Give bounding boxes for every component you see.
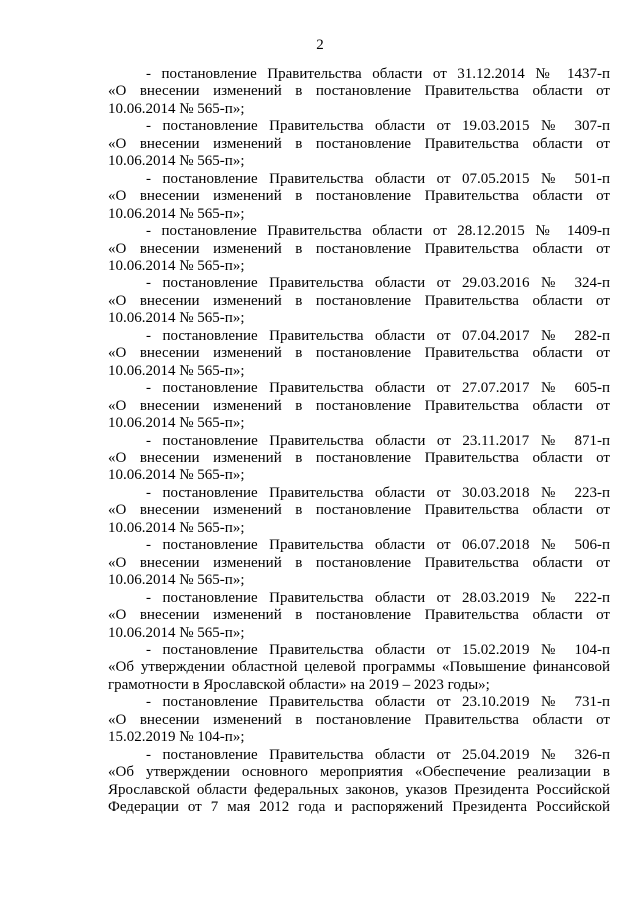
list-item (108, 537, 610, 589)
list-item (108, 223, 610, 275)
text-line: «Об утверждении областной целевой программы «Повышение финансовой (108, 659, 610, 676)
text-line: - постановление Правительства области от 30.03.2018 № 223-п (146, 484, 610, 501)
text-line: - постановление Правительства области от 23.10.2019 № 731-п (146, 694, 610, 711)
list-item (108, 118, 610, 170)
text-line: 10.06.2014 № 565-п»; (108, 310, 245, 327)
text-line: 10.06.2014 № 565-п»; (108, 257, 245, 274)
text-line: «О внесении изменений в постановление Правительства области от (108, 188, 610, 205)
text-line: «О внесении изменений в постановление Правительства области от (108, 554, 610, 571)
list-item (108, 380, 610, 432)
text-line: «О внесении изменений в постановление Правительства области от (108, 240, 610, 257)
text-line: 10.06.2014 № 565-п»; (108, 415, 245, 432)
text-line: «О внесении изменений в постановление Правительства области от (108, 83, 610, 100)
text-line: 10.06.2014 № 565-п»; (108, 519, 245, 536)
text-line: 10.06.2014 № 565-п»; (108, 624, 245, 641)
text-line: 10.06.2014 № 565-п»; (108, 100, 245, 117)
list-item (108, 642, 610, 694)
list-item (108, 328, 610, 380)
text-line: - постановление Правительства области от 19.03.2015 № 307-п (146, 118, 610, 135)
text-line: - постановление Правительства области от 27.07.2017 № 605-п (146, 380, 610, 397)
text-line: Федерации от 7 мая 2012 года и распоряжений Президента Российской (108, 799, 610, 816)
text-line: - постановление Правительства области от 29.03.2016 № 324-п (146, 275, 610, 292)
list-item (108, 171, 610, 223)
text-line: - постановление Правительства области от 15.02.2019 № 104-п (146, 641, 610, 658)
text-line: 10.06.2014 № 565-п»; (108, 572, 245, 589)
text-line: «Об утверждении основного мероприятия «Обеспечение реализации в (108, 764, 610, 781)
text-line: 15.02.2019 № 104-п»; (108, 729, 245, 746)
list-item (108, 433, 610, 485)
text-line: «О внесении изменений в постановление Правительства области от (108, 135, 610, 152)
text-line: 10.06.2014 № 565-п»; (108, 205, 245, 222)
text-line: «О внесении изменений в постановление Правительства области от (108, 449, 610, 466)
text-line: - постановление Правительства области от 28.12.2015 № 1409-п (146, 223, 610, 240)
text-line: - постановление Правительства области от 23.11.2017 № 871-п (146, 432, 610, 449)
text-line: «О внесении изменений в постановление Правительства области от (108, 711, 610, 728)
text-line: «О внесении изменений в постановление Правительства области от (108, 397, 610, 414)
text-line: - постановление Правительства области от 31.12.2014 № 1437-п (146, 66, 610, 82)
list-item (108, 694, 610, 746)
text-line: - постановление Правительства области от 06.07.2018 № 506-п (146, 537, 610, 554)
list-item (108, 747, 610, 817)
text-line: «О внесении изменений в постановление Правительства области от (108, 292, 610, 309)
text-line: - постановление Правительства области от 07.04.2017 № 282-п (146, 327, 610, 344)
text-line: «О внесении изменений в постановление Правительства области от (108, 502, 610, 519)
text-line: - постановление Правительства области от 28.03.2019 № 222-п (146, 589, 610, 606)
text-line: грамотности в Ярославской области» на 2019 – 2023 годы»; (108, 676, 490, 693)
text-line: Ярославской области федеральных законов, указов Президента Российской (108, 781, 610, 798)
text-line: «О внесении изменений в постановление Правительства области от (108, 607, 610, 624)
list-item (108, 275, 610, 327)
text-line: - постановление Правительства области от 07.05.2015 № 501-п (146, 170, 610, 187)
text-line: «О внесении изменений в постановление Правительства области от (108, 345, 610, 362)
page-number: 2 (316, 37, 324, 53)
text-line: 10.06.2014 № 565-п»; (108, 467, 245, 484)
list-item (108, 485, 610, 537)
text-line: - постановление Правительства области от 25.04.2019 № 326-п (146, 746, 610, 763)
text-line: 10.06.2014 № 565-п»; (108, 362, 245, 379)
list-item (108, 590, 610, 642)
list-item (108, 66, 610, 118)
text-line: 10.06.2014 № 565-п»; (108, 153, 245, 170)
document-body (108, 66, 610, 816)
